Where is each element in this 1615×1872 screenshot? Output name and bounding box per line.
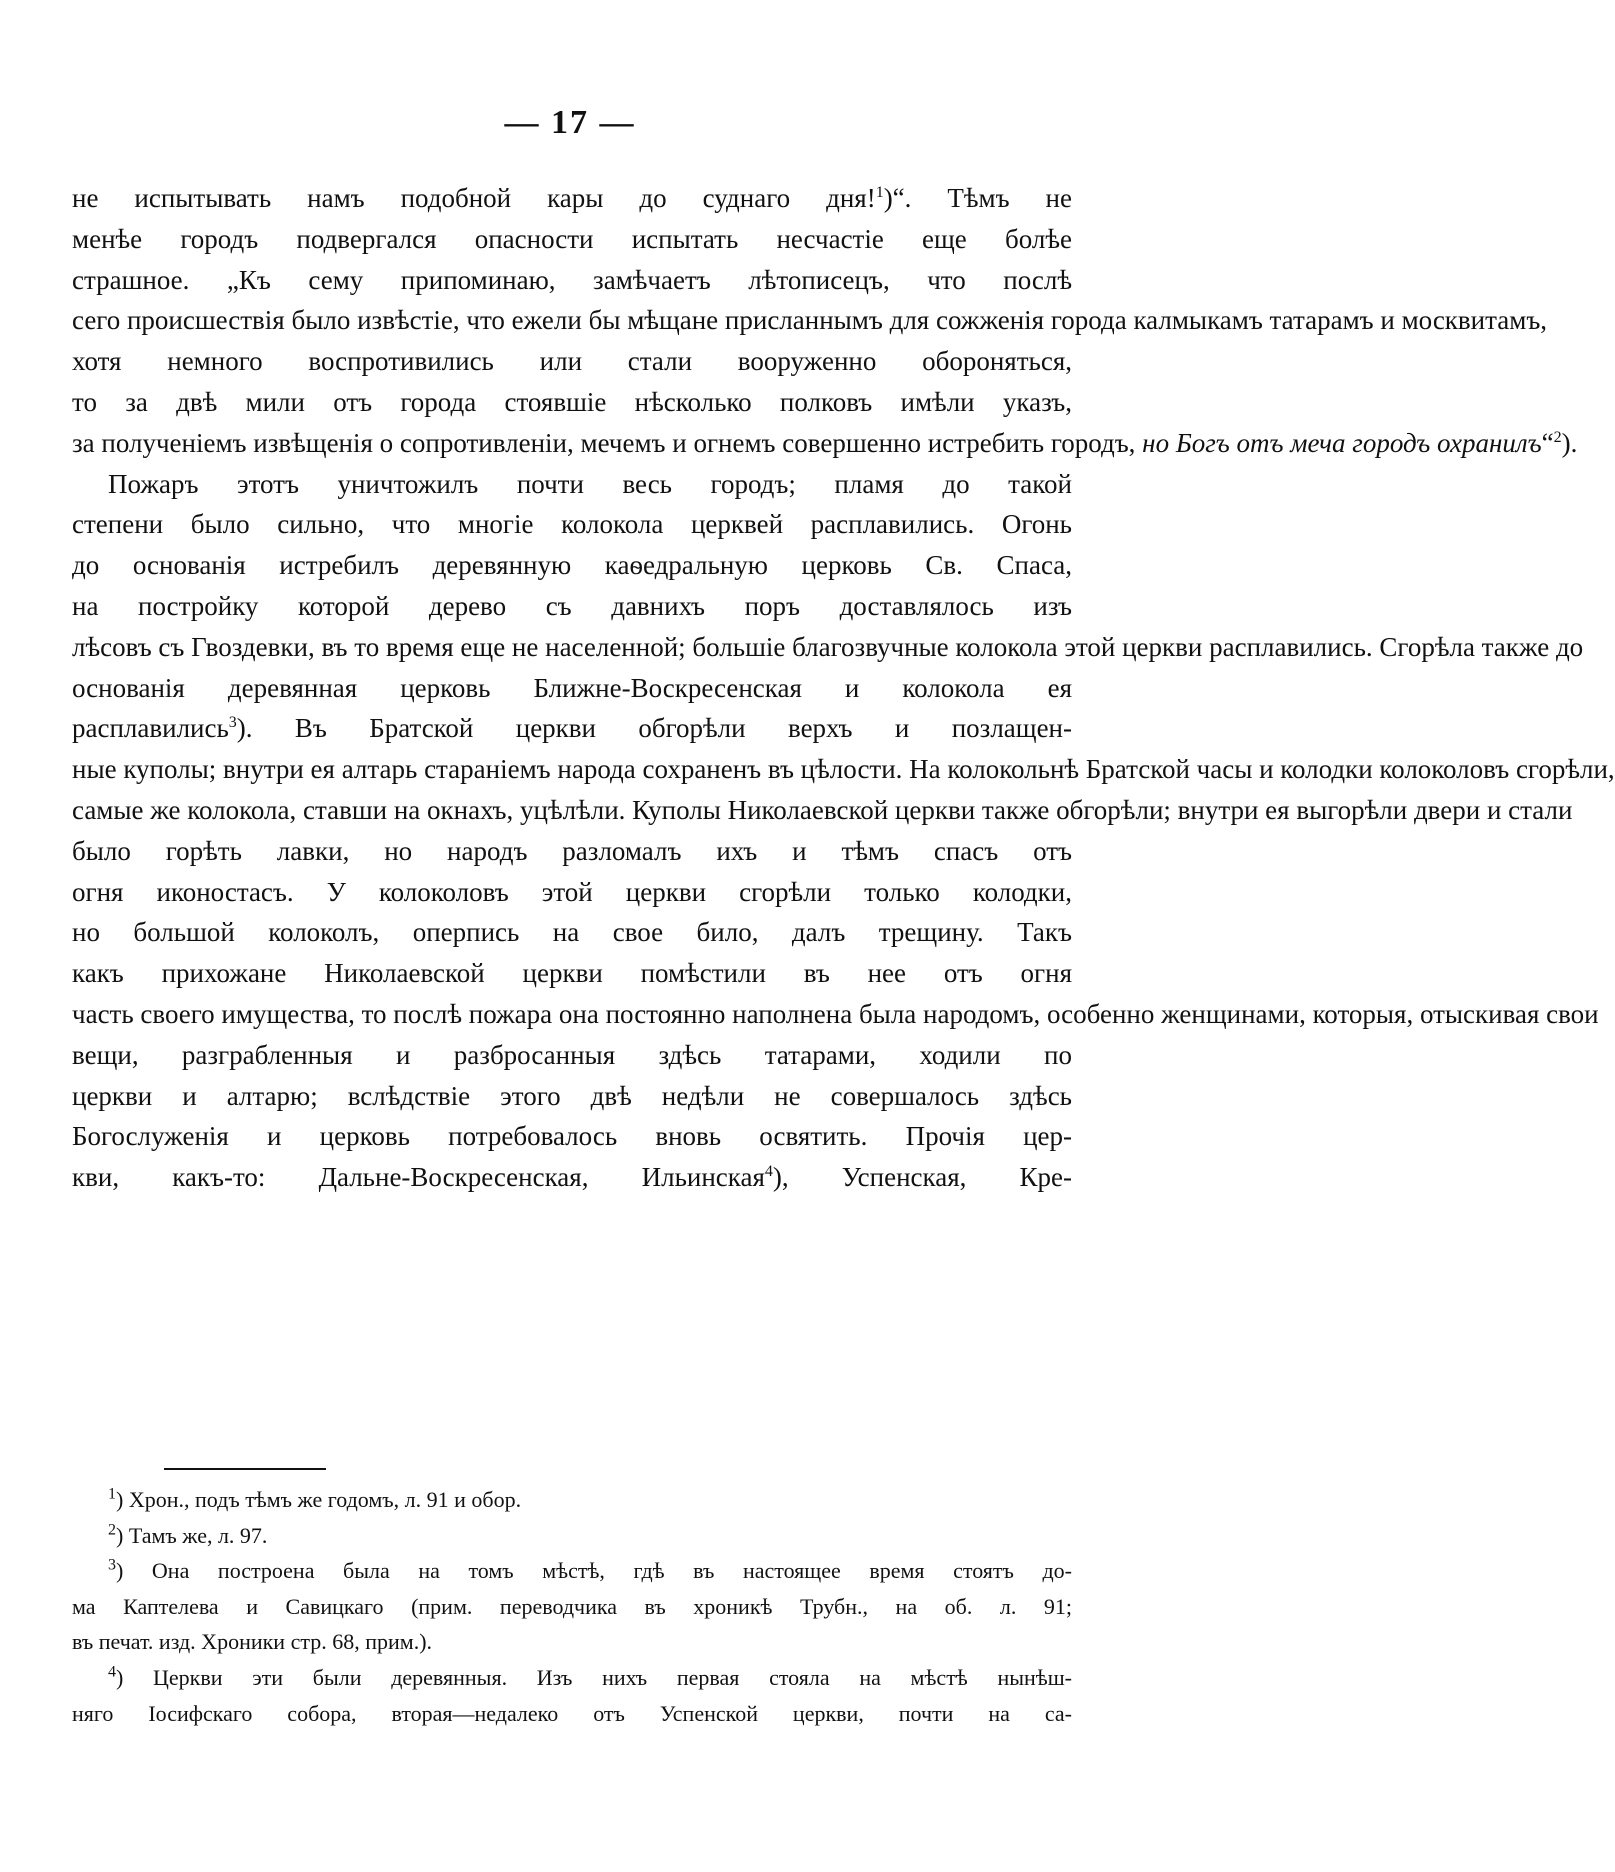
- text-line: какъ прихожане Николаевской церкви помѣстили въ нее отъ огня: [72, 958, 1072, 989]
- text-line: степени было сильно, что многіе колокола церквей расплавились. Огонь: [72, 509, 1072, 540]
- footnote-ref: 4: [764, 1163, 773, 1181]
- text-line: на постройку которой дерево съ давнихъ поръ доставлялось изъ: [72, 590, 1072, 621]
- footnote-ref: 2: [1553, 428, 1562, 446]
- footnote-text: ) Тамъ же, л. 97.: [116, 1522, 268, 1548]
- footnote-continuation: ма Каптелева и Савицкаго (прим. переводчика въ хроникѣ Трубн., на об. л. 91;: [72, 1593, 1072, 1619]
- text-line: [72, 708, 1072, 749]
- text-fragment: кви, какъ-то: Дальне-Воскресенская, Ильинская: [72, 1162, 765, 1193]
- text-line: но большой колоколъ, оперпись на свое било, далъ трещину. Такъ: [72, 917, 1072, 948]
- footnote-text: ) Она построена была на томъ мѣстѣ, гдѣ въ настоящее время стоятъ до-: [116, 1558, 1072, 1584]
- footnote-divider: [164, 1468, 326, 1470]
- text-line: [72, 178, 1072, 219]
- text-fragment: сего происшествія было извѣстіе, что ежели бы мѣщане присланнымъ для сожженія города калмыкамъ татарамъ и москвитамъ,: [72, 305, 1548, 336]
- footnote-ref: 3: [228, 714, 237, 732]
- footnote: [72, 1553, 1072, 1589]
- text-fragment: ). Въ Братской церкви обгорѣли верхъ и позлащен-: [236, 713, 1072, 744]
- text-line: [72, 627, 1584, 668]
- main-text: [72, 178, 1615, 1198]
- footnote-mark: 1: [108, 1485, 116, 1503]
- footnote-continuation: въ печат. изд. Хроники стр. 68, прим.).: [72, 1629, 433, 1655]
- text-fragment: “: [1541, 427, 1554, 458]
- text-line: церкви и алтарю; вслѣдствіе этого двѣ недѣли не совершалось здѣсь: [72, 1080, 1072, 1111]
- footnote-ref: 1: [875, 184, 884, 201]
- text-line: [72, 994, 1599, 1035]
- text-line: основанія деревянная церковь Ближне-Воскресенская и колокола ея: [72, 672, 1072, 703]
- text-line: [72, 423, 1578, 464]
- footnotes: [72, 1482, 1072, 1731]
- text-fragment: часть своего имущества, то послѣ пожара она постоянно наполнена была народомъ, особенно женщинами, которыя, отыскивая свои: [72, 998, 1599, 1029]
- footnote-mark: 3: [108, 1556, 116, 1574]
- text-line: до основанія истребилъ деревянную каѳедральную церковь Св. Спаса,: [72, 550, 1072, 581]
- text-line: то за двѣ мили отъ города стоявшіе нѣсколько полковъ имѣли указъ,: [72, 386, 1072, 417]
- text-fragment: ные куполы; внутри ея алтарь стараніемъ народа сохраненъ въ цѣлости. На колокольнѣ Братской часы и колодки колоколовъ сгорѣли,: [72, 754, 1615, 785]
- text-line: [72, 1157, 1072, 1198]
- text-line: Пожаръ этотъ уничтожилъ почти весь городъ; пламя до такой: [108, 468, 1072, 499]
- page-number: — 17 —: [504, 104, 636, 141]
- text-line: огня иконостасъ. У колоколовъ этой церкви сгорѣли только колодки,: [72, 876, 1072, 907]
- text-fragment: расплавились: [72, 713, 229, 744]
- footnote-text: ) Церкви эти были деревянныя. Изъ нихъ первая стояла на мѣстѣ нынѣш-: [116, 1664, 1072, 1690]
- footnote: [72, 1660, 1072, 1696]
- text-line: [72, 300, 1548, 341]
- text-fragment: )“. Тѣмъ не: [883, 183, 1072, 213]
- text-fragment: ).: [1561, 427, 1578, 458]
- text-line: менѣе городъ подвергался опасности испытать несчастіе еще болѣе: [72, 223, 1072, 254]
- footnote-mark: 4: [108, 1663, 116, 1681]
- footnote-text: ) Хрон., подъ тѣмъ же годомъ, л. 91 и обор.: [116, 1487, 522, 1512]
- text-line: [72, 790, 1573, 831]
- footnote: [72, 1482, 1072, 1518]
- text-fragment: лѣсовъ съ Гвоздевки, въ то время еще не населенной; большіе благозвучные колокола этой церкви расплавились. Сгорѣла также до: [72, 631, 1584, 662]
- italic-quote: но Богъ отъ меча городъ охранилъ: [1142, 427, 1542, 458]
- text-fragment: за полученіемъ извѣщенія о сопротивленіи, мечемъ и огнемъ совершенно истребить городъ,: [72, 427, 1136, 458]
- text-line: было горѣть лавки, но народъ разломалъ ихъ и тѣмъ спасъ отъ: [72, 835, 1072, 866]
- footnote-mark: 2: [108, 1521, 116, 1539]
- text-fragment: ), Успенская, Кре-: [772, 1162, 1073, 1193]
- footnote-continuation: няго Іосифскаго собора, вторая—недалеко отъ Успенской церкви, почти на са-: [72, 1700, 1072, 1726]
- text-line: вещи, разграбленныя и разбросанныя здѣсь татарами, ходили по: [72, 1039, 1072, 1070]
- text-fragment: самые же колокола, ставши на окнахъ, уцѣлѣли. Куполы Николаевской церкви также обгорѣли; внутри ея выгорѣли двери и стали: [72, 794, 1573, 825]
- text-line: [72, 749, 1615, 790]
- text-line: хотя немного воспротивились или стали вооруженно обороняться,: [72, 346, 1072, 377]
- text-fragment: не испытывать намъ подобной кары до суднаго дня!: [72, 183, 876, 213]
- text-line: Богослуженія и церковь потребовалось вновь освятить. Прочія цер-: [72, 1121, 1072, 1152]
- footnote: [72, 1518, 1072, 1554]
- text-line: страшное. „Къ сему припоминаю, замѣчаетъ лѣтописецъ, что послѣ: [72, 264, 1072, 295]
